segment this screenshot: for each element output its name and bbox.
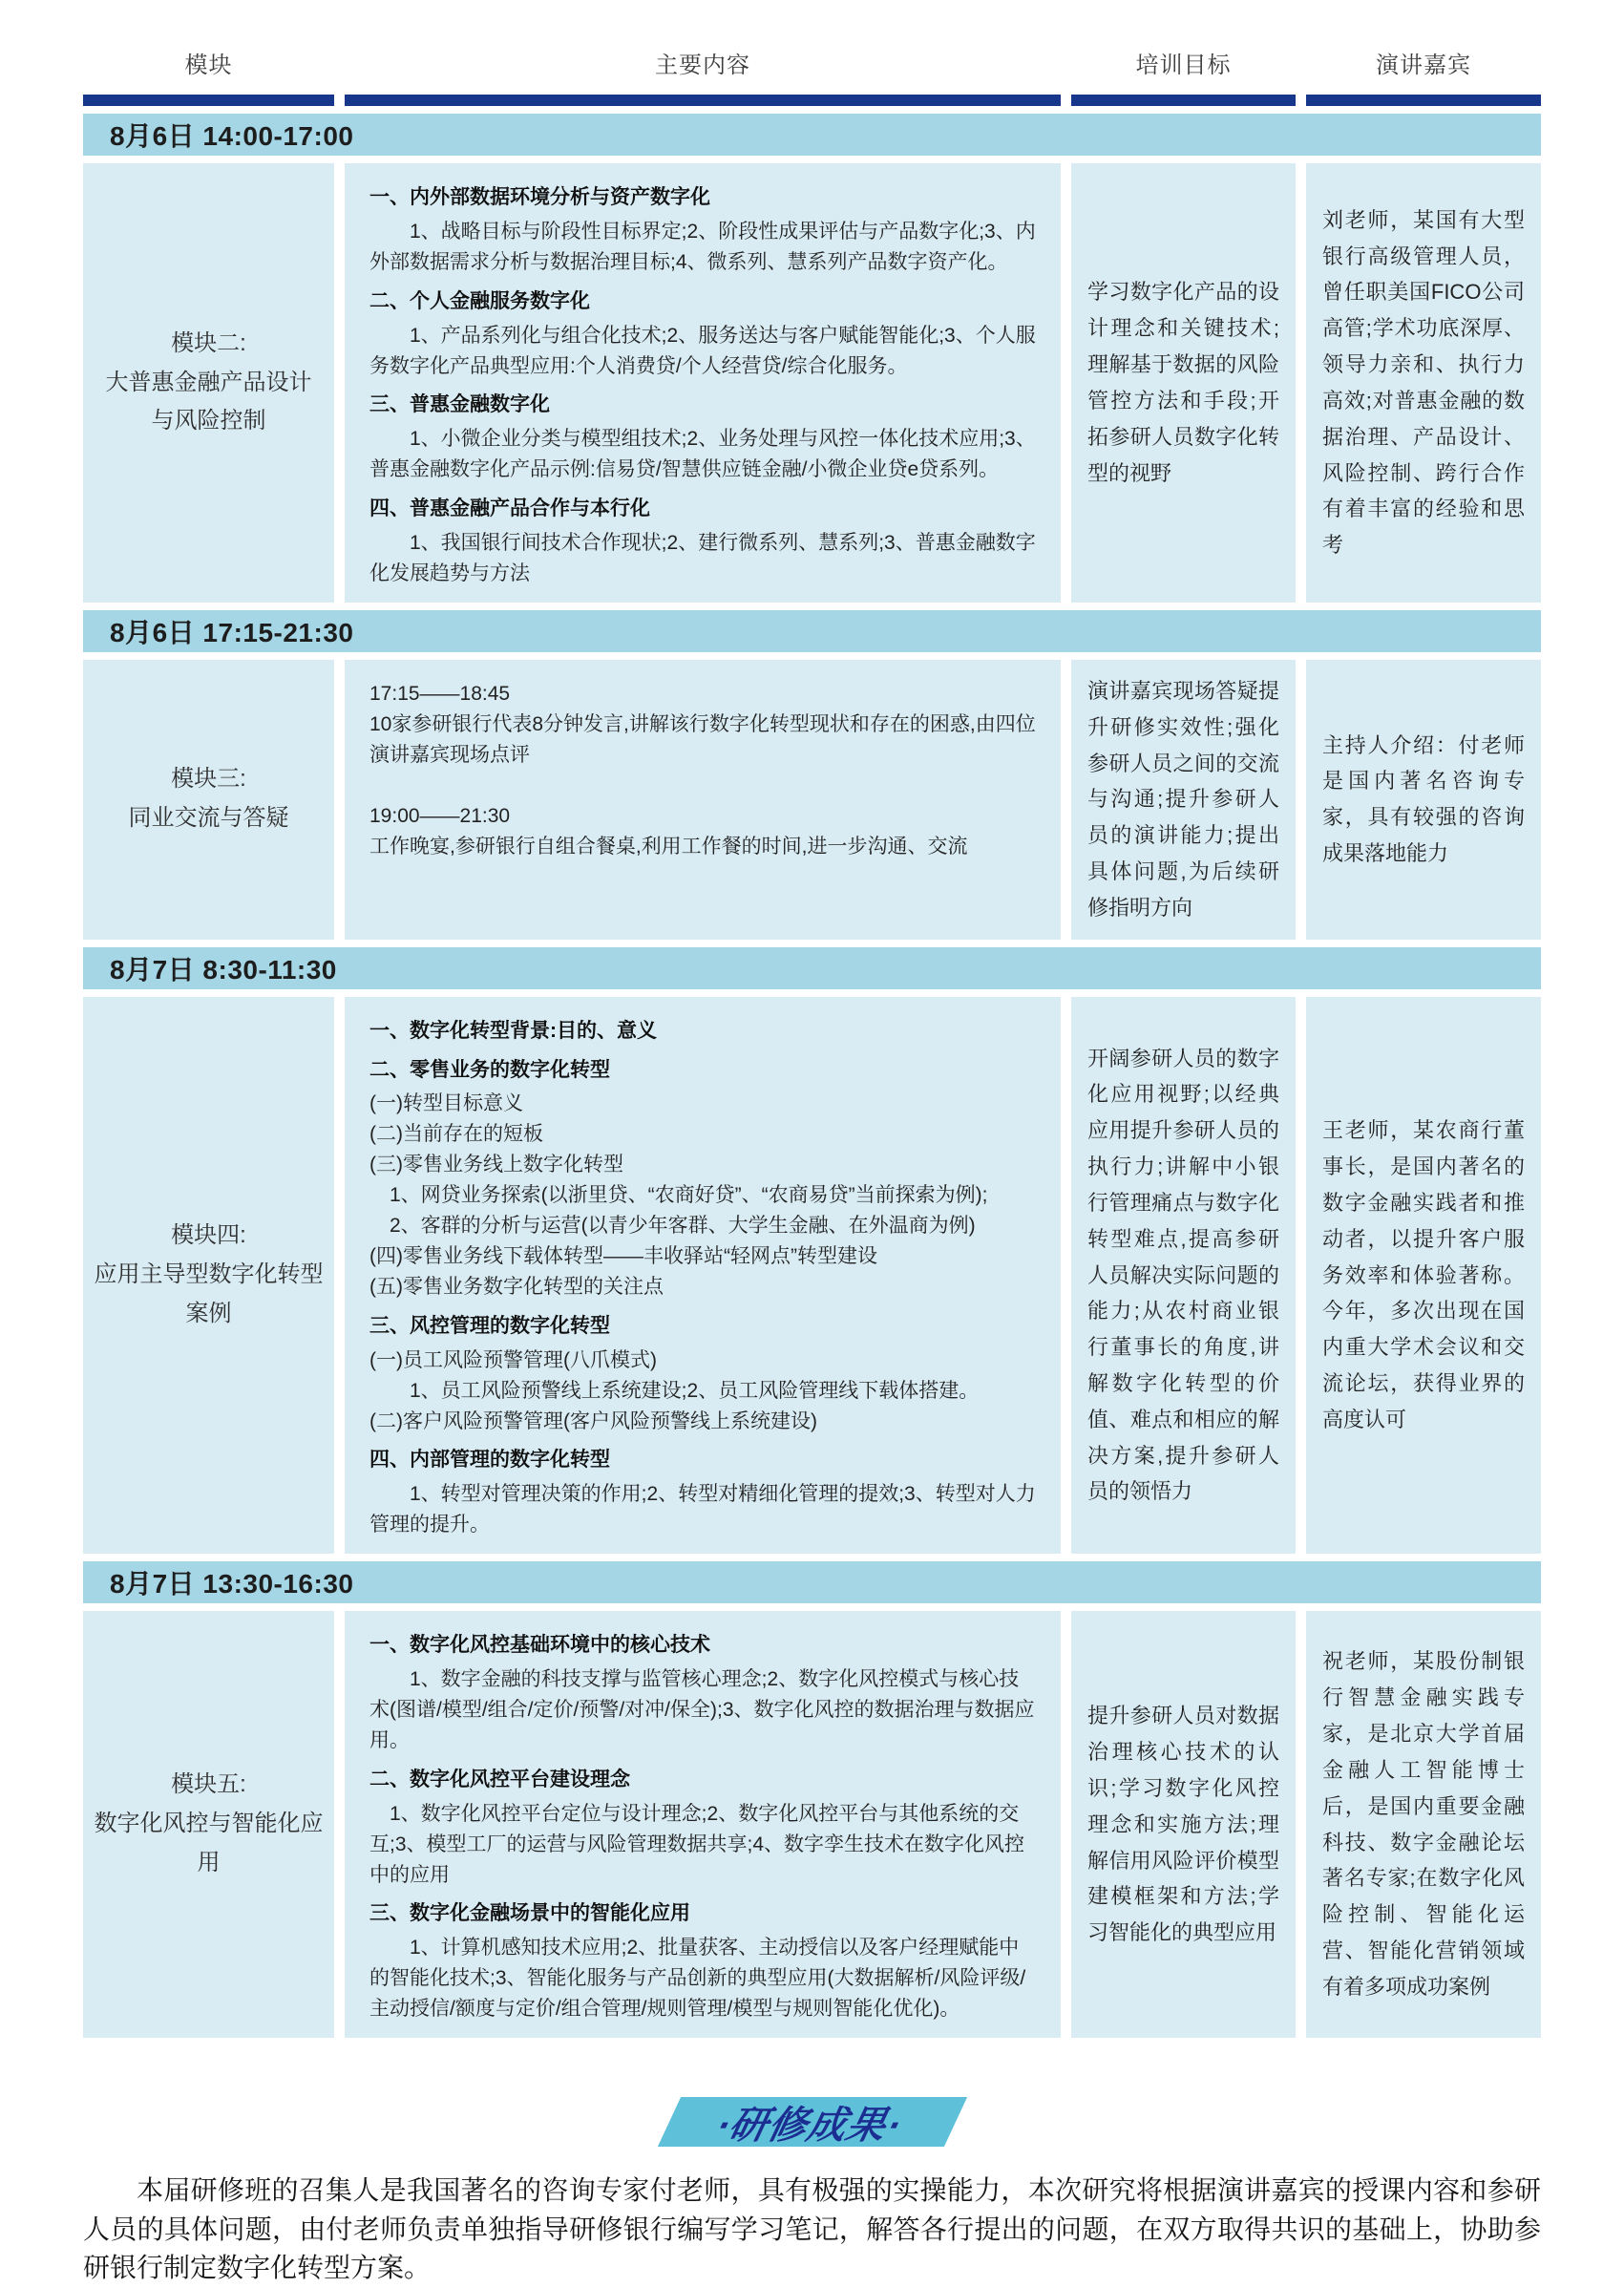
- header-bar: [1306, 95, 1541, 106]
- speaker-cell: [1306, 163, 1541, 603]
- results-banner: [657, 2097, 966, 2147]
- content-paragraph: 17:15——18:45: [369, 682, 511, 705]
- speaker-text: 刘老师，某国有大型银行高级管理人员，曾任职美国FICO公司高管;学术功底深厚、领导力亲和、执行力高效;对普惠金融的数据治理、产品设计、风险控制、跨行合作有着丰富的经验和思考: [1322, 207, 1525, 558]
- column-header-speaker: 演讲嘉宾: [1376, 53, 1471, 78]
- header-bar: [83, 95, 334, 106]
- content-heading: 一、数字化风控基础环境中的核心技术: [369, 1634, 710, 1657]
- module-cell: [83, 1611, 334, 2038]
- module-title-line: 模块二:: [171, 329, 246, 356]
- goal-text: 学习数字化产品的设计理念和关键技术;理解基于数据的风险管控方法和手段;开拓参研人员数字化转型的视野: [1087, 280, 1279, 485]
- content-paragraph: (二)当前存在的短板: [369, 1123, 543, 1146]
- content-paragraph: 10家参研银行代表8分钟发言,讲解该行数字化转型现状和存在的困惑,由四位演讲嘉宾现场点评: [369, 712, 1036, 766]
- speaker-text: 祝老师，某股份制银行智慧金融实践专家，是北京大学首届金融人工智能博士后，是国内重要金融科技、数字金融论坛著名专家;在数字化风险控制、智能化运营、智能化营销领域有着多项成功案例: [1322, 1649, 1525, 1999]
- content-paragraph: 1、我国银行间技术合作现状;2、建行微系列、慧系列;3、普惠金融数字化发展趋势与方法: [369, 532, 1036, 584]
- table-row: [83, 163, 1541, 603]
- goal-text: 演讲嘉宾现场答疑提升研修实效性;强化参研人员之间的交流与沟通;提升参研人员的演讲能力;提出具体问题,为后续研修指明方向: [1087, 678, 1279, 920]
- content-heading: 二、数字化风控平台建设理念: [369, 1768, 630, 1790]
- module-cell: [83, 997, 334, 1555]
- content-cell: [345, 163, 1061, 603]
- results-banner-container: [83, 2097, 1541, 2147]
- content-paragraph: 工作晚宴,参研银行自组合餐桌,利用工作餐的时间,进一步沟通、交流: [369, 835, 968, 858]
- content-paragraph: 2、客群的分析与运营(以青少年客群、大学生金融、在外温商为例): [390, 1215, 976, 1238]
- content-heading: 三、数字化金融场景中的智能化应用: [369, 1902, 690, 1925]
- column-header-module: 模块: [184, 53, 233, 78]
- module-title-line: 模块五:: [171, 1771, 246, 1798]
- content-paragraph: 1、数字化风控平台定位与设计理念;2、数字化风控平台与其他系统的交互;3、模型工厂的运营与风险管理数据共享;4、数字孪生技术在数字化风控中的应用: [369, 1802, 1025, 1886]
- header-bar: [345, 95, 1061, 106]
- date-band: 8月7日 13:30-16:30: [83, 1561, 1541, 1603]
- date-band: 8月6日 14:00-17:00: [83, 114, 1541, 156]
- goal-text: 提升参研人员对数据治理核心技术的认识;学习数字化风控理念和实施方法;理解信用风险评价模型建模框架和方法;学习智能化的典型应用: [1087, 1704, 1279, 1945]
- content-paragraph: 19:00——21:30: [369, 804, 511, 827]
- content-paragraph: 1、转型对管理决策的作用;2、转型对精细化管理的提效;3、转型对人力管理的提升。: [369, 1483, 1036, 1536]
- date-band: 8月6日 17:15-21:30: [83, 610, 1541, 652]
- speaker-text: 主持人介绍：付老师是国内著名咨询专家，具有较强的咨询成果落地能力: [1322, 732, 1525, 866]
- goal-text: 开阔参研人员的数字化应用视野;以经典应用提升参研人员的执行力;讲解中小银行管理痛点与数字化转型难点,提高参研人员解决实际问题的能力;从农村商业银行董事长的角度,讲解数字化转型的价值、难点和相应的解决方案,提升参研人员的领悟力: [1087, 1046, 1279, 1504]
- content-paragraph: 1、数字金融的科技支撑与监管核心理念;2、数字化风控模式与核心技术(图谱/模型/组合/定价/预警/对冲/保全);3、数字化风控的数据治理与数据应用。: [369, 1668, 1035, 1751]
- goal-cell: [1071, 660, 1296, 940]
- table-row: [83, 660, 1541, 940]
- content-heading: 二、零售业务的数字化转型: [369, 1058, 610, 1081]
- content-paragraph: 1、小微企业分类与模型组技术;2、业务处理与风控一体化技术应用;3、普惠金融数字化产品示例:信易贷/智慧供应链金融/小微企业贷e贷系列。: [369, 428, 1036, 481]
- footer-paragraph: 本届研修班的召集人是我国著名的咨询专家付老师，具有极强的实操能力，本次研究将根据演讲嘉宾的授课内容和参研人员的具体问题，由付老师负责单独指导研修银行编写学习笔记，解答各行提出的问题，在双方取得共识的基础上，协助参研银行制定数字化转型方案。: [83, 2175, 1541, 2283]
- module-title-line: 同业交流与答疑: [128, 805, 289, 832]
- content-paragraph: (一)员工风险预警管理(八爪模式): [369, 1348, 657, 1371]
- content-heading: 四、普惠金融产品合作与本行化: [369, 498, 650, 520]
- content-heading: 四、内部管理的数字化转型: [369, 1449, 610, 1472]
- content-paragraph: (四)零售业务线下载体转型——丰收驿站“轻网点”转型建设: [369, 1245, 877, 1268]
- speaker-cell: [1306, 660, 1541, 940]
- content-heading: 一、数字化转型背景:目的、意义: [369, 1019, 657, 1042]
- table-row: [83, 1611, 1541, 2038]
- module-title-line: 案例: [185, 1300, 232, 1326]
- module-title-line: 模块三:: [171, 766, 246, 793]
- content-heading: 二、个人金融服务数字化: [369, 289, 590, 312]
- results-banner-label: ·研修成果·: [708, 2104, 913, 2147]
- module-title-line: 大普惠金融产品设计: [105, 369, 312, 395]
- table-header-row: [83, 46, 1541, 95]
- content-paragraph: 1、员工风险预警线上系统建设;2、员工风险管理线下载体搭建。: [410, 1379, 980, 1402]
- content-paragraph: 1、战略目标与阶段性目标界定;2、阶段性成果评估与产品数字化;3、内外部数据需求分析与数据治理目标;4、微系列、慧系列产品数字资产化。: [369, 220, 1036, 273]
- content-paragraph: 1、产品系列化与组合化技术;2、服务送达与客户赋能智能化;3、个人服务数字化产品典型应用:个人消费贷/个人经营贷/综合化服务。: [369, 324, 1036, 377]
- content-cell: [345, 660, 1061, 940]
- module-title-line: 应用主导型数字化转型: [94, 1261, 324, 1288]
- header-underline-row: [83, 95, 1541, 106]
- content-heading: 三、普惠金融数字化: [369, 393, 550, 416]
- table-row: [83, 997, 1541, 1555]
- goal-cell: [1071, 163, 1296, 603]
- content-cell: [345, 997, 1061, 1555]
- module-title-line: 模块四:: [171, 1222, 246, 1249]
- column-header-training-goal: 培训目标: [1135, 53, 1232, 78]
- content-heading: 三、风控管理的数字化转型: [369, 1314, 610, 1337]
- speaker-cell: [1306, 1611, 1541, 2038]
- speaker-text: 王老师，某农商行董事长，是国内著名的数字金融实践者和推动者，以提升客户服务效率和体验著称。今年，多次出现在国内重大学术会议和交流论坛，获得业界的高度认可: [1322, 1118, 1525, 1431]
- module-cell: [83, 163, 334, 603]
- column-header-main-content: 主要内容: [655, 53, 750, 78]
- speaker-cell: [1306, 997, 1541, 1555]
- content-cell: [345, 1611, 1061, 2038]
- header-bar: [1071, 95, 1296, 106]
- content-paragraph: 1、计算机感知技术应用;2、批量获客、主动授信以及客户经理赋能中的智能化技术;3、智能化服务与产品创新的典型应用(大数据解析/风险评级/主动授信/额度与定价/组合管理/规则管理/模型与规则智能化优化)。: [369, 1937, 1026, 2021]
- content-paragraph: (三)零售业务线上数字化转型: [369, 1154, 623, 1176]
- goal-cell: [1071, 1611, 1296, 2038]
- module-title-line: 数字化风控与智能化应用: [94, 1811, 324, 1875]
- goal-cell: [1071, 997, 1296, 1555]
- module-cell: [83, 660, 334, 940]
- content-paragraph: (一)转型目标意义: [369, 1092, 523, 1115]
- date-band: 8月7日 8:30-11:30: [83, 947, 1541, 989]
- content-paragraph: 1、网贷业务探索(以浙里贷、“农商好贷”、“农商易贷”当前探索为例);: [390, 1184, 988, 1207]
- content-heading: 一、内外部数据环境分析与资产数字化: [369, 186, 710, 208]
- content-paragraph: (二)客户风险预警管理(客户风险预警线上系统建设): [369, 1409, 817, 1432]
- content-paragraph: (五)零售业务数字化转型的关注点: [369, 1275, 664, 1298]
- module-title-line: 与风险控制: [151, 408, 266, 434]
